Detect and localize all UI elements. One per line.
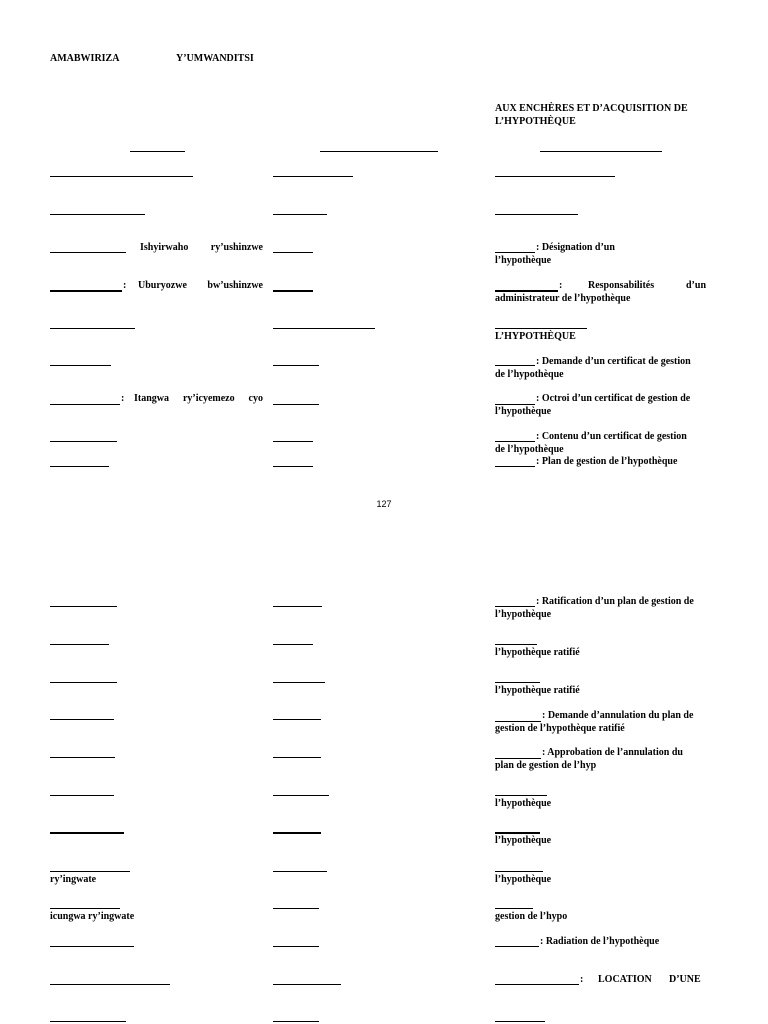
blank-line	[495, 871, 543, 872]
article-title-ratifie: l’hypothèque ratifié	[495, 647, 580, 658]
blank-line	[273, 908, 319, 909]
separator-colon: :	[123, 280, 127, 291]
blank-line	[273, 795, 329, 796]
blank-line	[495, 328, 587, 329]
blank-line	[130, 151, 185, 152]
blank-line	[50, 908, 120, 909]
blank-line	[495, 1021, 545, 1022]
article-title-ratification: : Ratification d’un plan de gestion de	[536, 596, 694, 607]
blank-line	[495, 908, 533, 909]
article-title-contenu-cont: de l’hypothèque	[495, 444, 564, 455]
article-title-plan: : Plan de gestion de l’hypothèque	[536, 456, 678, 467]
blank-line	[50, 644, 109, 645]
blank-line	[320, 151, 438, 152]
article-title-demande: : Demande d’un certificat de gestion	[536, 356, 691, 367]
blank-line	[495, 644, 537, 645]
blank-line	[495, 441, 535, 442]
article-title-hypotheque: l’hypothèque	[495, 835, 552, 846]
article-title-demande-cont: de l’hypothèque	[495, 369, 564, 380]
article-title-octroi: : Octroi d’un certificat de gestion de	[536, 393, 691, 404]
header-title-middle: Y’UMWANDITSI	[176, 53, 254, 64]
blank-line	[273, 946, 319, 947]
article-title-ishyirwaho: Ishyirwaho ry’ushinzwe	[140, 242, 263, 253]
blank-line	[50, 290, 122, 292]
separator-colon: :	[559, 280, 563, 291]
article-title-hypotheque: l’hypothèque	[495, 798, 552, 809]
blank-line	[495, 682, 540, 683]
article-title-designation-cont: l’hypothèque	[495, 255, 552, 266]
blank-line	[50, 404, 120, 405]
blank-line	[50, 441, 117, 442]
blank-line	[273, 1021, 319, 1022]
article-title-octroi-cont: l’hypothèque	[495, 406, 552, 417]
blank-line	[50, 606, 117, 607]
article-title-ry-ingwate: ry’ingwate	[50, 874, 97, 885]
blank-line	[495, 795, 547, 796]
blank-line	[273, 984, 341, 985]
blank-line	[495, 214, 578, 215]
blank-line	[495, 606, 535, 607]
blank-line	[50, 984, 170, 985]
blank-line	[50, 1021, 126, 1022]
blank-line	[273, 832, 321, 834]
blank-line	[50, 214, 145, 215]
article-title-annulation: : Demande d’annulation du plan de	[542, 710, 694, 721]
blank-line	[50, 757, 115, 758]
article-title-location-word: D’UNE	[669, 974, 701, 985]
blank-line	[273, 441, 313, 442]
article-title-radiation: : Radiation de l’hypothèque	[540, 936, 660, 947]
blank-line	[495, 984, 579, 985]
blank-line	[273, 757, 321, 758]
article-title-ratifie: l’hypothèque ratifié	[495, 685, 580, 696]
blank-line	[50, 252, 126, 253]
blank-line	[495, 252, 535, 253]
blank-line	[50, 176, 193, 177]
article-title-gestion: gestion de l’hypo	[495, 911, 568, 922]
blank-line	[273, 290, 313, 292]
article-title-responsabilites-word: d’un	[686, 280, 707, 291]
blank-line	[50, 832, 124, 834]
blank-line	[495, 176, 615, 177]
article-title-contenu: : Contenu d’un certificat de gestion	[536, 431, 687, 442]
blank-line	[540, 151, 662, 152]
blank-line	[50, 946, 134, 947]
article-title-approbation-cont: plan de gestion de l’hyp	[495, 760, 597, 771]
article-title-annulation-cont: gestion de l’hypothèque ratifié	[495, 723, 625, 734]
article-title-itangwa: Itangwa ry’icyemezo cyo	[134, 393, 263, 404]
blank-line	[495, 365, 535, 366]
blank-line	[50, 365, 111, 366]
blank-line	[273, 871, 327, 872]
article-title-icungwa: icungwa ry’ingwate	[50, 911, 135, 922]
header-title-right-line1: AUX ENCHÈRES ET D’ACQUISITION DE	[495, 103, 688, 114]
separator-colon: :	[121, 393, 125, 404]
page-number: 127	[376, 499, 392, 509]
blank-line	[495, 466, 535, 467]
blank-line	[50, 466, 109, 467]
blank-line	[273, 404, 319, 405]
header-title-left: AMABWIRIZA	[50, 53, 120, 64]
article-title-approbation: : Approbation de l’annulation du	[542, 747, 683, 758]
blank-line	[273, 719, 321, 720]
section-heading-hypotheque: L’HYPOTHÈQUE	[495, 331, 576, 342]
header-title-right-line2: L’HYPOTHÈQUE	[495, 116, 576, 127]
blank-line	[273, 606, 322, 607]
blank-line	[273, 644, 313, 645]
blank-line	[273, 252, 313, 253]
article-title-location: LOCATION	[598, 974, 652, 985]
article-title-ratification-cont: l’hypothèque	[495, 609, 552, 620]
article-title-responsabilites-cont: administrateur de l’hypothèque	[495, 293, 631, 304]
article-title-responsabilites: Responsabilités	[588, 280, 655, 291]
blank-line	[50, 719, 114, 720]
blank-line	[273, 466, 313, 467]
blank-line	[273, 682, 325, 683]
blank-line	[50, 328, 135, 329]
blank-line	[273, 214, 327, 215]
blank-line	[273, 365, 319, 366]
blank-line	[50, 871, 130, 872]
separator-colon: :	[580, 974, 584, 985]
article-title-hypotheque: l’hypothèque	[495, 874, 552, 885]
blank-line	[273, 176, 353, 177]
article-title-designation: : Désignation d’un	[536, 242, 615, 253]
blank-line	[50, 682, 117, 683]
blank-line	[495, 946, 539, 947]
blank-line	[273, 328, 375, 329]
article-title-uburyozwe: Uburyozwe bw’ushinzwe	[138, 280, 263, 291]
blank-line	[50, 795, 114, 796]
